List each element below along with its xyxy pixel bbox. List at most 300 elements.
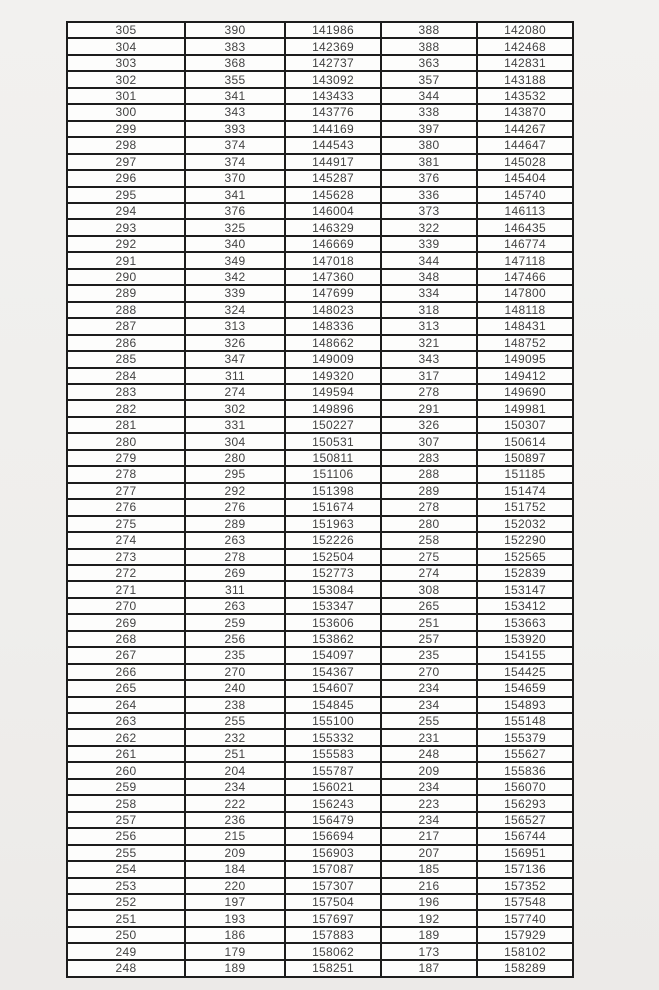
cumulative-a-cell: 153606 xyxy=(285,614,381,630)
cumulative-a-cell: 153862 xyxy=(285,631,381,647)
count-a-cell: 393 xyxy=(185,121,285,137)
count-b-cell: 173 xyxy=(381,943,477,959)
count-b-cell: 388 xyxy=(381,22,477,38)
count-b-cell: 344 xyxy=(381,252,477,268)
count-b-cell: 234 xyxy=(381,779,477,795)
table-row xyxy=(67,779,573,795)
count-a-cell: 289 xyxy=(185,516,285,532)
score-cell: 281 xyxy=(67,417,185,433)
count-b-cell: 336 xyxy=(381,187,477,203)
count-a-cell: 347 xyxy=(185,351,285,367)
score-cell: 270 xyxy=(67,598,185,614)
count-b-cell: 313 xyxy=(381,318,477,334)
table-row xyxy=(67,22,573,38)
count-b-cell: 207 xyxy=(381,845,477,861)
count-b-cell: 248 xyxy=(381,746,477,762)
table-row xyxy=(67,499,573,515)
count-a-cell: 292 xyxy=(185,483,285,499)
cumulative-a-cell: 146669 xyxy=(285,236,381,252)
cumulative-a-cell: 152226 xyxy=(285,532,381,548)
cumulative-a-cell: 156243 xyxy=(285,795,381,811)
count-b-cell: 231 xyxy=(381,729,477,745)
table-body xyxy=(67,22,573,977)
score-cell: 266 xyxy=(67,664,185,680)
score-cell: 295 xyxy=(67,187,185,203)
count-b-cell: 289 xyxy=(381,483,477,499)
cumulative-b-cell: 157929 xyxy=(477,927,573,943)
count-a-cell: 311 xyxy=(185,581,285,597)
count-b-cell: 217 xyxy=(381,828,477,844)
table-row xyxy=(67,516,573,532)
cumulative-a-cell: 154367 xyxy=(285,664,381,680)
count-a-cell: 324 xyxy=(185,302,285,318)
table-row xyxy=(67,483,573,499)
cumulative-b-cell: 153663 xyxy=(477,614,573,630)
cumulative-b-cell: 149095 xyxy=(477,351,573,367)
cumulative-a-cell: 157087 xyxy=(285,861,381,877)
score-cell: 290 xyxy=(67,269,185,285)
table-row xyxy=(67,55,573,71)
count-a-cell: 238 xyxy=(185,697,285,713)
score-cell: 268 xyxy=(67,631,185,647)
score-cell: 292 xyxy=(67,236,185,252)
cumulative-b-cell: 146774 xyxy=(477,236,573,252)
count-a-cell: 209 xyxy=(185,845,285,861)
count-b-cell: 343 xyxy=(381,351,477,367)
count-a-cell: 251 xyxy=(185,746,285,762)
count-a-cell: 313 xyxy=(185,318,285,334)
cumulative-b-cell: 148118 xyxy=(477,302,573,318)
cumulative-b-cell: 143870 xyxy=(477,104,573,120)
score-cell: 276 xyxy=(67,499,185,515)
cumulative-a-cell: 143776 xyxy=(285,104,381,120)
score-cell: 283 xyxy=(67,384,185,400)
cumulative-b-cell: 156951 xyxy=(477,845,573,861)
table-row xyxy=(67,236,573,252)
table-row xyxy=(67,960,573,977)
table-row xyxy=(67,417,573,433)
count-b-cell: 192 xyxy=(381,910,477,926)
cumulative-a-cell: 156694 xyxy=(285,828,381,844)
count-a-cell: 204 xyxy=(185,762,285,778)
score-cell: 294 xyxy=(67,203,185,219)
count-b-cell: 363 xyxy=(381,55,477,71)
cumulative-b-cell: 154425 xyxy=(477,664,573,680)
table-row xyxy=(67,598,573,614)
count-a-cell: 355 xyxy=(185,71,285,87)
count-a-cell: 376 xyxy=(185,203,285,219)
count-a-cell: 220 xyxy=(185,878,285,894)
table-row xyxy=(67,219,573,235)
score-cell: 262 xyxy=(67,729,185,745)
score-cell: 264 xyxy=(67,697,185,713)
table-row xyxy=(67,795,573,811)
cumulative-b-cell: 155379 xyxy=(477,729,573,745)
score-cell: 300 xyxy=(67,104,185,120)
cumulative-b-cell: 158289 xyxy=(477,960,573,977)
score-cell: 252 xyxy=(67,894,185,910)
score-cell: 302 xyxy=(67,71,185,87)
count-b-cell: 216 xyxy=(381,878,477,894)
cumulative-a-cell: 154097 xyxy=(285,647,381,663)
count-a-cell: 270 xyxy=(185,664,285,680)
cumulative-a-cell: 154607 xyxy=(285,680,381,696)
table-row xyxy=(67,38,573,54)
count-a-cell: 374 xyxy=(185,137,285,153)
score-cell: 303 xyxy=(67,55,185,71)
cumulative-a-cell: 153084 xyxy=(285,581,381,597)
table-row xyxy=(67,187,573,203)
table-row xyxy=(67,384,573,400)
count-b-cell: 185 xyxy=(381,861,477,877)
cumulative-b-cell: 146435 xyxy=(477,219,573,235)
cumulative-a-cell: 142369 xyxy=(285,38,381,54)
count-b-cell: 257 xyxy=(381,631,477,647)
score-cell: 260 xyxy=(67,762,185,778)
table-row xyxy=(67,927,573,943)
count-a-cell: 256 xyxy=(185,631,285,647)
count-a-cell: 186 xyxy=(185,927,285,943)
table-row xyxy=(67,729,573,745)
table-row xyxy=(67,285,573,301)
cumulative-a-cell: 148336 xyxy=(285,318,381,334)
count-b-cell: 334 xyxy=(381,285,477,301)
table-row xyxy=(67,910,573,926)
cumulative-a-cell: 157504 xyxy=(285,894,381,910)
table-row xyxy=(67,549,573,565)
cumulative-a-cell: 144917 xyxy=(285,154,381,170)
count-b-cell: 326 xyxy=(381,417,477,433)
count-b-cell: 255 xyxy=(381,713,477,729)
count-b-cell: 234 xyxy=(381,680,477,696)
count-a-cell: 255 xyxy=(185,713,285,729)
score-cell: 253 xyxy=(67,878,185,894)
cumulative-a-cell: 147018 xyxy=(285,252,381,268)
table-row xyxy=(67,828,573,844)
count-b-cell: 348 xyxy=(381,269,477,285)
count-b-cell: 189 xyxy=(381,927,477,943)
count-b-cell: 235 xyxy=(381,647,477,663)
score-cell: 287 xyxy=(67,318,185,334)
count-a-cell: 276 xyxy=(185,499,285,515)
count-b-cell: 291 xyxy=(381,400,477,416)
cumulative-a-cell: 155787 xyxy=(285,762,381,778)
table-row xyxy=(67,368,573,384)
count-a-cell: 374 xyxy=(185,154,285,170)
cumulative-b-cell: 152565 xyxy=(477,549,573,565)
count-a-cell: 331 xyxy=(185,417,285,433)
score-cell: 304 xyxy=(67,38,185,54)
cumulative-b-cell: 145740 xyxy=(477,187,573,203)
cumulative-a-cell: 146329 xyxy=(285,219,381,235)
cumulative-b-cell: 145404 xyxy=(477,170,573,186)
count-a-cell: 383 xyxy=(185,38,285,54)
cumulative-b-cell: 144647 xyxy=(477,137,573,153)
count-a-cell: 263 xyxy=(185,598,285,614)
count-b-cell: 280 xyxy=(381,516,477,532)
count-a-cell: 295 xyxy=(185,466,285,482)
score-cell: 274 xyxy=(67,532,185,548)
cumulative-b-cell: 157740 xyxy=(477,910,573,926)
table-row xyxy=(67,861,573,877)
score-cell: 257 xyxy=(67,812,185,828)
count-b-cell: 258 xyxy=(381,532,477,548)
count-b-cell: 270 xyxy=(381,664,477,680)
cumulative-b-cell: 154659 xyxy=(477,680,573,696)
count-b-cell: 251 xyxy=(381,614,477,630)
cumulative-b-cell: 156527 xyxy=(477,812,573,828)
score-cell: 278 xyxy=(67,466,185,482)
cumulative-b-cell: 147118 xyxy=(477,252,573,268)
cumulative-a-cell: 157307 xyxy=(285,878,381,894)
count-a-cell: 269 xyxy=(185,565,285,581)
count-a-cell: 193 xyxy=(185,910,285,926)
cumulative-a-cell: 150227 xyxy=(285,417,381,433)
cumulative-b-cell: 153412 xyxy=(477,598,573,614)
table-row xyxy=(67,170,573,186)
count-b-cell: 307 xyxy=(381,433,477,449)
count-a-cell: 222 xyxy=(185,795,285,811)
count-a-cell: 236 xyxy=(185,812,285,828)
cumulative-b-cell: 143188 xyxy=(477,71,573,87)
count-b-cell: 278 xyxy=(381,499,477,515)
cumulative-b-cell: 155627 xyxy=(477,746,573,762)
table-row xyxy=(67,318,573,334)
cumulative-b-cell: 156293 xyxy=(477,795,573,811)
table-row xyxy=(67,746,573,762)
cumulative-a-cell: 148023 xyxy=(285,302,381,318)
count-b-cell: 376 xyxy=(381,170,477,186)
count-a-cell: 232 xyxy=(185,729,285,745)
count-b-cell: 321 xyxy=(381,335,477,351)
count-b-cell: 288 xyxy=(381,466,477,482)
table-row xyxy=(67,894,573,910)
score-cell: 263 xyxy=(67,713,185,729)
cumulative-b-cell: 142831 xyxy=(477,55,573,71)
cumulative-a-cell: 151106 xyxy=(285,466,381,482)
cumulative-a-cell: 155332 xyxy=(285,729,381,745)
cumulative-a-cell: 150531 xyxy=(285,433,381,449)
score-cell: 272 xyxy=(67,565,185,581)
cumulative-b-cell: 143532 xyxy=(477,88,573,104)
cumulative-b-cell: 153147 xyxy=(477,581,573,597)
count-b-cell: 397 xyxy=(381,121,477,137)
table-row xyxy=(67,943,573,959)
table-row xyxy=(67,631,573,647)
count-a-cell: 197 xyxy=(185,894,285,910)
cumulative-b-cell: 148752 xyxy=(477,335,573,351)
cumulative-a-cell: 149594 xyxy=(285,384,381,400)
table-row xyxy=(67,565,573,581)
count-b-cell: 274 xyxy=(381,565,477,581)
cumulative-b-cell: 157352 xyxy=(477,878,573,894)
cumulative-a-cell: 152773 xyxy=(285,565,381,581)
score-cell: 249 xyxy=(67,943,185,959)
count-b-cell: 318 xyxy=(381,302,477,318)
cumulative-b-cell: 145028 xyxy=(477,154,573,170)
table-row xyxy=(67,581,573,597)
count-b-cell: 187 xyxy=(381,960,477,977)
cumulative-a-cell: 141986 xyxy=(285,22,381,38)
cumulative-a-cell: 155100 xyxy=(285,713,381,729)
cumulative-b-cell: 149981 xyxy=(477,400,573,416)
table-row xyxy=(67,614,573,630)
table-row xyxy=(67,450,573,466)
score-cell: 277 xyxy=(67,483,185,499)
count-a-cell: 304 xyxy=(185,433,285,449)
cumulative-b-cell: 146113 xyxy=(477,203,573,219)
cumulative-a-cell: 155583 xyxy=(285,746,381,762)
cumulative-b-cell: 157136 xyxy=(477,861,573,877)
count-b-cell: 308 xyxy=(381,581,477,597)
cumulative-a-cell: 156021 xyxy=(285,779,381,795)
count-a-cell: 368 xyxy=(185,55,285,71)
count-b-cell: 234 xyxy=(381,812,477,828)
cumulative-b-cell: 152290 xyxy=(477,532,573,548)
count-a-cell: 278 xyxy=(185,549,285,565)
count-a-cell: 349 xyxy=(185,252,285,268)
count-a-cell: 340 xyxy=(185,236,285,252)
score-cell: 298 xyxy=(67,137,185,153)
table-row xyxy=(67,466,573,482)
count-b-cell: 209 xyxy=(381,762,477,778)
cumulative-b-cell: 142468 xyxy=(477,38,573,54)
table-row xyxy=(67,680,573,696)
table-row xyxy=(67,878,573,894)
cumulative-b-cell: 153920 xyxy=(477,631,573,647)
count-b-cell: 283 xyxy=(381,450,477,466)
cumulative-a-cell: 149896 xyxy=(285,400,381,416)
count-a-cell: 274 xyxy=(185,384,285,400)
table-row xyxy=(67,433,573,449)
table-row xyxy=(67,203,573,219)
cumulative-a-cell: 158062 xyxy=(285,943,381,959)
cumulative-b-cell: 147800 xyxy=(477,285,573,301)
score-cell: 275 xyxy=(67,516,185,532)
cumulative-a-cell: 148662 xyxy=(285,335,381,351)
count-a-cell: 263 xyxy=(185,532,285,548)
count-a-cell: 311 xyxy=(185,368,285,384)
score-cell: 248 xyxy=(67,960,185,977)
count-a-cell: 179 xyxy=(185,943,285,959)
cumulative-b-cell: 150897 xyxy=(477,450,573,466)
table-row xyxy=(67,137,573,153)
cumulative-a-cell: 142737 xyxy=(285,55,381,71)
cumulative-b-cell: 151185 xyxy=(477,466,573,482)
score-cell: 256 xyxy=(67,828,185,844)
cumulative-a-cell: 149009 xyxy=(285,351,381,367)
count-a-cell: 215 xyxy=(185,828,285,844)
count-a-cell: 326 xyxy=(185,335,285,351)
count-a-cell: 235 xyxy=(185,647,285,663)
cumulative-a-cell: 145287 xyxy=(285,170,381,186)
table-row xyxy=(67,104,573,120)
cumulative-a-cell: 151674 xyxy=(285,499,381,515)
cumulative-b-cell: 154893 xyxy=(477,697,573,713)
score-cell: 291 xyxy=(67,252,185,268)
count-b-cell: 380 xyxy=(381,137,477,153)
cumulative-a-cell: 153347 xyxy=(285,598,381,614)
cumulative-a-cell: 146004 xyxy=(285,203,381,219)
count-b-cell: 357 xyxy=(381,71,477,87)
cumulative-b-cell: 151752 xyxy=(477,499,573,515)
score-cell: 288 xyxy=(67,302,185,318)
table-row xyxy=(67,71,573,87)
table-row xyxy=(67,269,573,285)
table-row xyxy=(67,812,573,828)
cumulative-b-cell: 155836 xyxy=(477,762,573,778)
cumulative-b-cell: 156070 xyxy=(477,779,573,795)
table-row xyxy=(67,647,573,663)
cumulative-b-cell: 152839 xyxy=(477,565,573,581)
table-row xyxy=(67,252,573,268)
score-cell: 250 xyxy=(67,927,185,943)
table-row xyxy=(67,697,573,713)
score-cell: 284 xyxy=(67,368,185,384)
cumulative-b-cell: 147466 xyxy=(477,269,573,285)
cumulative-a-cell: 151398 xyxy=(285,483,381,499)
cumulative-b-cell: 150614 xyxy=(477,433,573,449)
table-row xyxy=(67,713,573,729)
count-a-cell: 341 xyxy=(185,187,285,203)
score-cell: 305 xyxy=(67,22,185,38)
cumulative-a-cell: 145628 xyxy=(285,187,381,203)
table-row xyxy=(67,335,573,351)
cumulative-a-cell: 150811 xyxy=(285,450,381,466)
cumulative-b-cell: 148431 xyxy=(477,318,573,334)
count-b-cell: 381 xyxy=(381,154,477,170)
table-row xyxy=(67,302,573,318)
cumulative-a-cell: 158251 xyxy=(285,960,381,977)
cumulative-b-cell: 144267 xyxy=(477,121,573,137)
score-cell: 255 xyxy=(67,845,185,861)
count-a-cell: 390 xyxy=(185,22,285,38)
cumulative-b-cell: 151474 xyxy=(477,483,573,499)
score-cell: 271 xyxy=(67,581,185,597)
count-a-cell: 184 xyxy=(185,861,285,877)
cumulative-a-cell: 157883 xyxy=(285,927,381,943)
table-row xyxy=(67,532,573,548)
count-a-cell: 234 xyxy=(185,779,285,795)
cumulative-a-cell: 154845 xyxy=(285,697,381,713)
table-row xyxy=(67,154,573,170)
score-cell: 259 xyxy=(67,779,185,795)
count-b-cell: 338 xyxy=(381,104,477,120)
count-b-cell: 339 xyxy=(381,236,477,252)
count-b-cell: 344 xyxy=(381,88,477,104)
count-a-cell: 189 xyxy=(185,960,285,977)
score-cell: 269 xyxy=(67,614,185,630)
count-a-cell: 343 xyxy=(185,104,285,120)
table-row xyxy=(67,351,573,367)
table-row xyxy=(67,121,573,137)
score-cell: 282 xyxy=(67,400,185,416)
count-a-cell: 240 xyxy=(185,680,285,696)
cumulative-b-cell: 149690 xyxy=(477,384,573,400)
score-cell: 286 xyxy=(67,335,185,351)
count-b-cell: 223 xyxy=(381,795,477,811)
count-b-cell: 322 xyxy=(381,219,477,235)
cumulative-b-cell: 154155 xyxy=(477,647,573,663)
cumulative-a-cell: 144169 xyxy=(285,121,381,137)
count-b-cell: 373 xyxy=(381,203,477,219)
cumulative-a-cell: 144543 xyxy=(285,137,381,153)
count-b-cell: 275 xyxy=(381,549,477,565)
count-b-cell: 265 xyxy=(381,598,477,614)
count-a-cell: 341 xyxy=(185,88,285,104)
table-row xyxy=(67,400,573,416)
score-cell: 301 xyxy=(67,88,185,104)
